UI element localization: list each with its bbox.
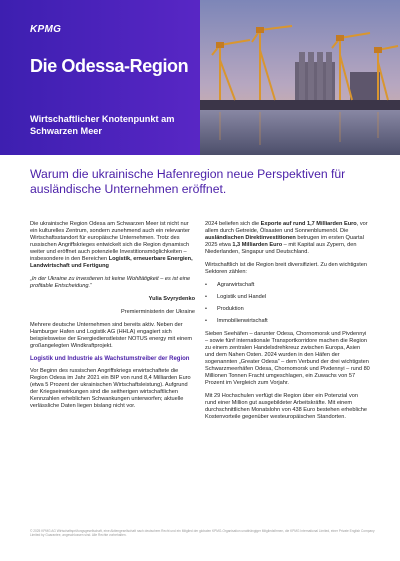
paragraph: Vor Beginn des russischen Angriffskriegs erwirtschaftete die Region Odesa im Jahr 2021 ein BIP von rund 8,4 Milliarden Euro (etwa 5 Prozent der ukrainischen Wirtschaftsleistung). Aufgrund der Kriegseinwirkungen sind die seitherigen wirtschaftlichen Kennzahlen erheblichen Schwankungen unterworfen; aktuelle verlässliche Daten liegen bislang nicht vor. [30, 367, 191, 409]
quote-author-role: Premierministerin der Ukraine [121, 309, 195, 315]
text-run: 2024 beliefen sich die [205, 221, 261, 227]
header-banner [0, 0, 400, 155]
legal-footer: © 2025 KPMG AG Wirtschaftsprüfungsgesellschaft, eine Aktiengesellschaft nach deutschem Recht und ein Mitglied der globalen KPMG-Organisation unabhängiger Mitgliedsfirmen, die KPMG International Limited, einer Private English Company Limited by Guarantee, angeschlossen sind. Alle Rechte vorbehalten. [30, 529, 375, 538]
text-run: betrugen im ersten Quartal 2025 etwa [205, 235, 364, 248]
text-run: – mit Kapital aus Zypern, den Niederlanden, Singapur und Deutschland. [205, 242, 357, 255]
list-item: • Immobilienwirtschaft [205, 318, 370, 325]
paragraph: Mit 29 Hochschulen verfügt die Region über ein Potenzial von rund einer Million gut ausgebildeter Arbeitskräfte. Mit einem durchschnittlichen Monatslohn von 438 Euro bestehen erhebliche Kostenvorteile gegenüber westeuropäischen Standorten. [205, 393, 368, 420]
quote-author: Yulia Svyrydenko [148, 296, 195, 302]
paragraph [30, 221, 195, 270]
kpmg-logo: KPMG [30, 24, 62, 35]
left-column [30, 221, 195, 416]
harbor-cranes-image [200, 0, 400, 155]
text-run: , vor allem durch Getreide, Ölsaaten und Sonnenblumenöl. Die [205, 221, 368, 234]
text-emphasis: Exporte auf rund 1,7 Milliarden Euro [260, 221, 357, 227]
text-emphasis: Logistik, erneuerbare Energien, Landwirtschaft und Fertigung [30, 256, 193, 269]
paragraph: Mehrere deutsche Unternehmen sind bereits aktiv. Neben der Hamburger Hafen und Logistik AG (HHLA) engagiert sich beispielsweise der Energiedienstleister NOTUS energy mit einem großangelegten Windkraftprojekt. [30, 322, 192, 349]
quote-text: „In der Ukraine zu investieren ist keine Wohltätigkeit – es ist eine profitable Entscheidung.“ [30, 276, 191, 289]
list-item: • Agrarwirtschaft [205, 282, 370, 289]
text-run: Die ukrainische Region Odesa am Schwarzen Meer ist nicht nur ein kulturelles Zentrum, sondern zunehmend auch ein relevanter Wirtschaftsstandort für europäische Unternehmen. Trotz des russischen Angriffskrieges entwickelt sich die Region dynamisch weiter und eröffnet auch potenzielle Investitionsmöglichkeiten – insbesondere in den Bereichen [30, 221, 190, 262]
list-item: • Produktion [205, 306, 370, 313]
text-emphasis: ausländischen Direktinvestitionen [205, 235, 296, 241]
intro-heading: Warum die ukrainische Hafenregion neue Perspektiven für ausländische Unternehmen eröffnet. [30, 167, 346, 196]
paragraph [205, 221, 370, 256]
right-column [205, 221, 370, 427]
list-item: • Logistik und Handel [205, 294, 370, 301]
sector-list [205, 282, 370, 325]
paragraph: Wirtschaftlich ist die Region breit diversifiziert. Zu den wichtigsten Sektoren zählen: [205, 262, 367, 275]
page-title: Die Odessa-Region [30, 56, 189, 76]
text-emphasis: 1,3 Milliarden Euro [232, 242, 283, 248]
paragraph: Sieben Seehäfen – darunter Odesa, Chornomorsk und Pivdennyi – sowie fünf internationale Transportkorridore machen die Region zu einem zentralen Handelsdrehkreuz zwischen Europa, Asien und dem Nahen Osten. 2024 wurden in den Häfen der sogenannten „Greater Odesa“ – dem Verbund der drei wichtigsten Schwarzmeerhäfen Odesa, Chornomorsk und Pivdennyi – rund 80 Millionen Tonnen Fracht umgeschlagen, ein Zuwachs von 57 Prozent im Vergleich zum Vorjahr. [205, 331, 370, 386]
page-subtitle: Wirtschaftlicher Knotenpunkt am Schwarzen Meer [30, 114, 175, 136]
section-heading: Logistik und Industrie als Wachstumstreiber der Region [30, 356, 190, 362]
